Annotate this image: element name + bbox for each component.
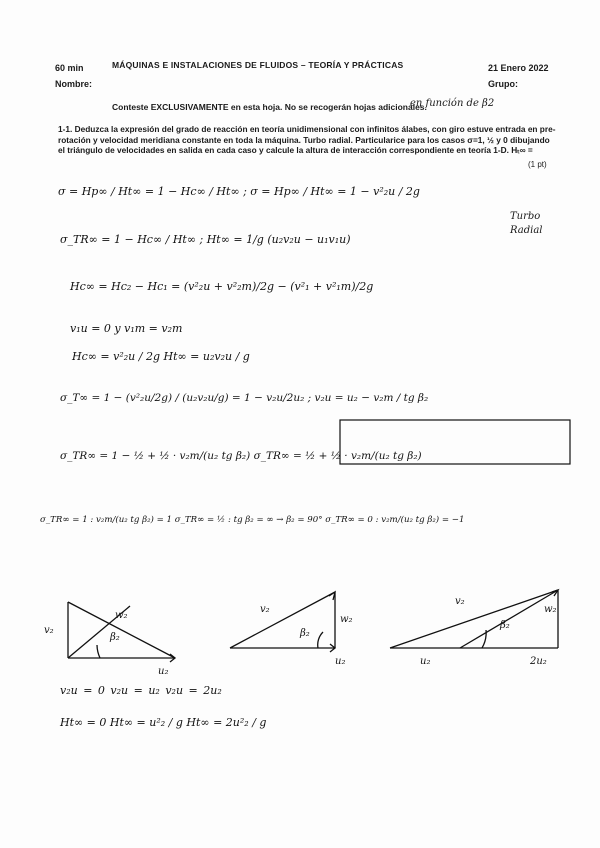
instructions: Conteste EXCLUSIVAMENTE en esta hoja. No se recogerán hojas adicionales. xyxy=(112,102,427,112)
velocity-triangle-sigma-0 xyxy=(390,590,558,648)
name-label: Nombre: xyxy=(55,79,93,89)
label-w2: w₂ xyxy=(544,604,557,615)
duration: 60 min xyxy=(55,63,84,73)
label-u2: u₂ xyxy=(335,656,346,667)
label-u2: u₂ xyxy=(158,666,169,677)
group-label: Grupo: xyxy=(488,79,518,89)
velocity-triangle-sigma-half xyxy=(230,592,335,652)
margin-note-line: Turbo xyxy=(510,211,541,222)
label-u2: u₂ xyxy=(420,656,431,667)
label-v2: v₂ xyxy=(455,596,465,607)
label-2u2: 2u₂ xyxy=(530,656,547,667)
label-v2: v₂ xyxy=(44,625,54,636)
label-w2: w₂ xyxy=(340,614,353,625)
label-w2: w₂ xyxy=(115,610,128,621)
hw-line: Ht∞ = 0 Ht∞ = u²₂ / g Ht∞ = 2u²₂ / g xyxy=(60,716,267,729)
hw-line: σ = Hp∞ / Ht∞ = 1 − Hc∞ / Ht∞ ; σ = Hp∞ / Ht∞ = 1 − v²₂u / 2g xyxy=(58,185,420,198)
handwritten-top-note: en función de β2 xyxy=(410,98,495,109)
exam-title: MÁQUINAS E INSTALACIONES DE FLUIDOS – TEORÍA Y PRÁCTICAS xyxy=(112,60,404,70)
label-v2: v₂ xyxy=(260,604,270,615)
question-text: 1-1. Deduzca la expresión del grado de reacción en teoría unidimensional con infinitos álabes, con giro estuve entrada en pre-rotación y velocidad meridiana constante en toda la máquina. Turbo radial. Particularice para los casos σ=1, ½ y 0 dibujando el triángulo de velocidades en salida en cada caso y calcule la altura de interacción correspondiente en teoría 1-D. Hₜ∞ = xyxy=(58,124,556,155)
exam-date: 21 Enero 2022 xyxy=(488,63,549,73)
label-beta2: β₂ xyxy=(300,628,310,639)
hw-line: v₂u = 0 v₂u = u₂ v₂u = 2u₂ xyxy=(60,684,222,697)
hw-line: σ_TR∞ = 1 − Hc∞ / Ht∞ ; Ht∞ = 1/g (u₂v₂u − u₁v₁u) xyxy=(60,233,351,246)
hw-line: v₁u = 0 y v₁m = v₂m xyxy=(70,322,183,335)
result-box xyxy=(340,420,570,464)
hw-line: σ_TR∞ = 1 : v₂m/(u₂ tg β₂) = 1 σ_TR∞ = ½ : tg β₂ = ∞ → β₂ = 90° σ_TR∞ = 0 : v₂m/(u₂ tg β₂) = −1 xyxy=(40,515,465,525)
hw-line: Hc∞ = Hc₂ − Hc₁ = (v²₂u + v²₂m)/2g − (v²₁ + v²₁m)/2g xyxy=(70,280,374,293)
margin-note-line: Radial xyxy=(510,225,543,236)
question-marks: (1 pt) xyxy=(528,160,547,169)
label-beta2: β₂ xyxy=(500,620,510,631)
hw-line: σ_TR∞ = 1 − ½ + ½ · v₂m/(u₂ tg β₂) σ_TR∞ = ½ + ½ · v₂m/(u₂ tg β₂) xyxy=(60,450,422,462)
hw-line: σ_T∞ = 1 − (v²₂u/2g) / (u₂v₂u/g) = 1 − v₂u/2u₂ ; v₂u = u₂ − v₂m / tg β₂ xyxy=(60,392,429,404)
label-beta2: β₂ xyxy=(110,632,120,643)
hw-line: Hc∞ = v²₂u / 2g Ht∞ = u₂v₂u / g xyxy=(72,350,250,363)
